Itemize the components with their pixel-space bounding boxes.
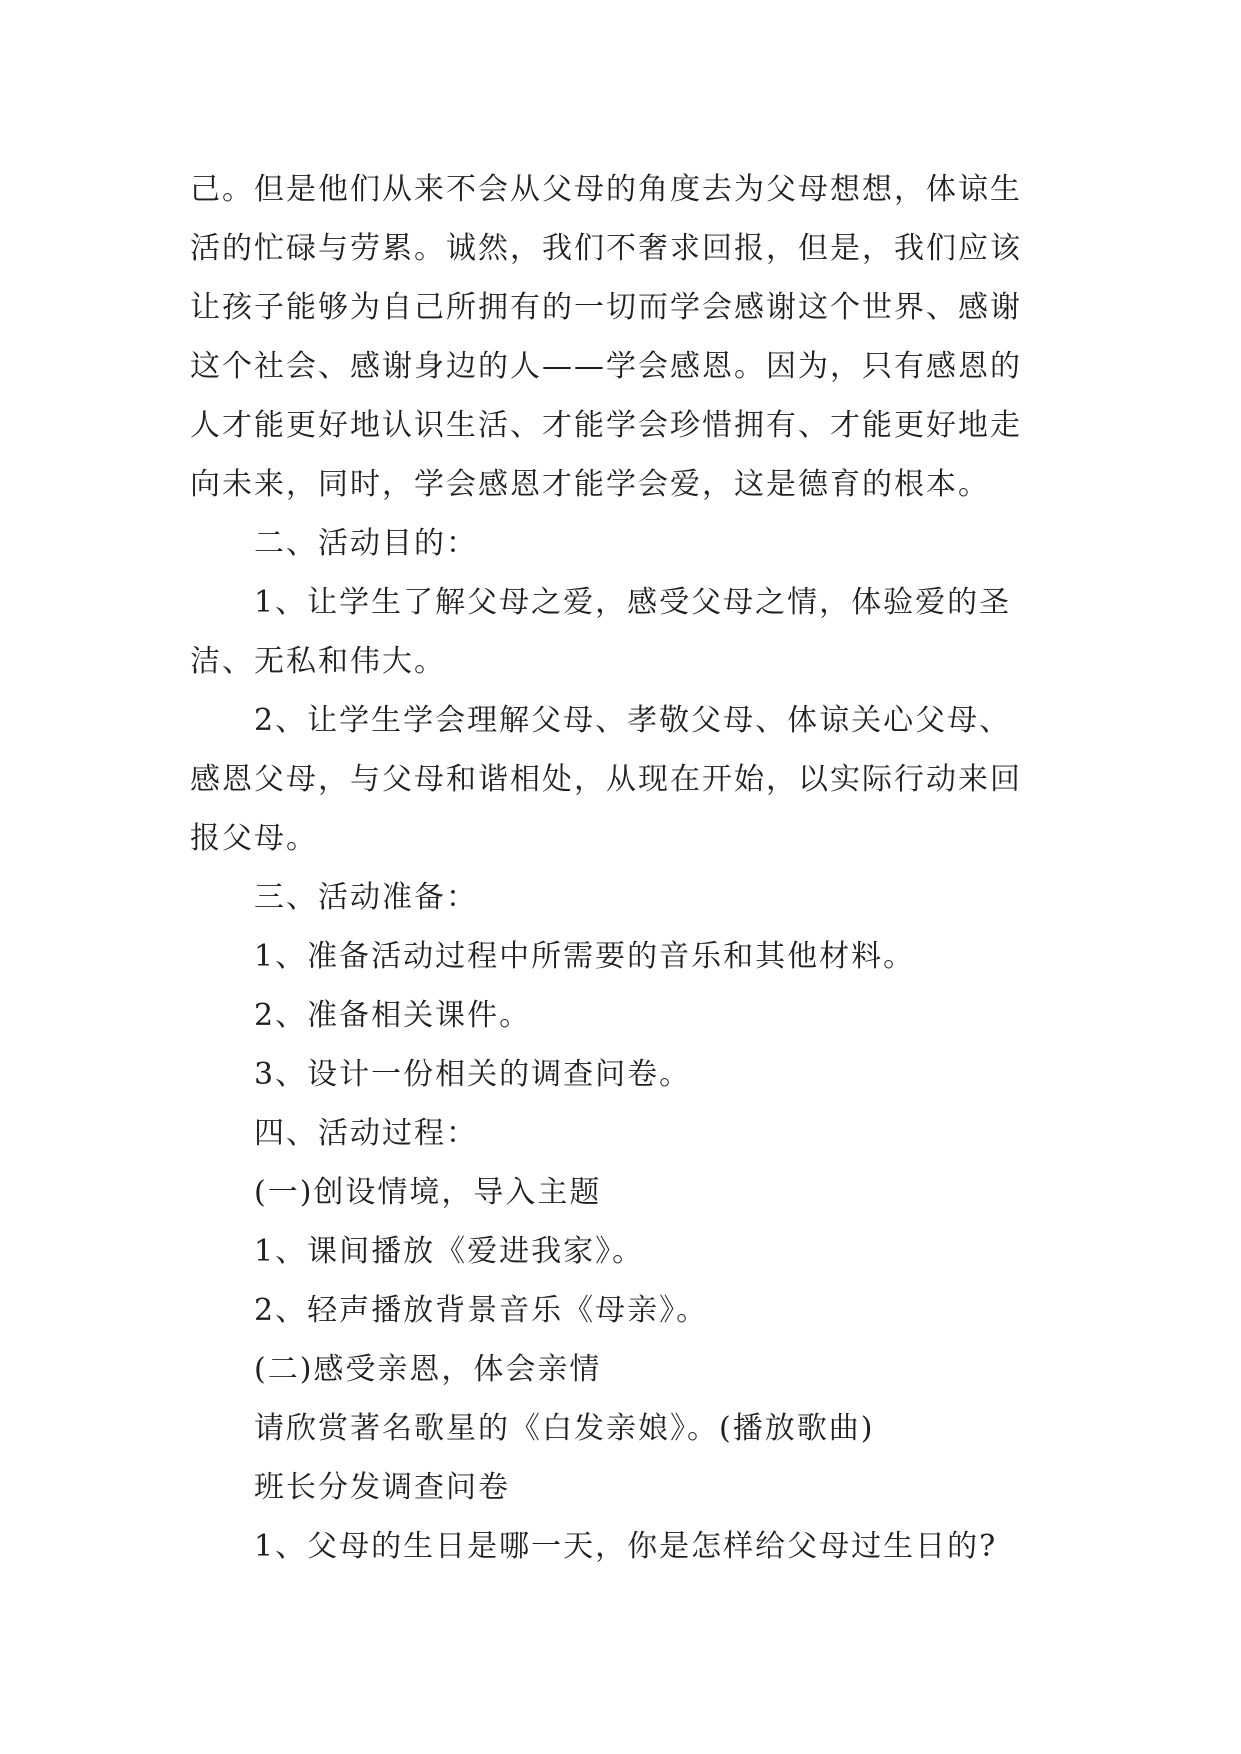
text-line: 感恩父母，与父母和谐相处，从现在开始，以实际行动来回	[190, 762, 1022, 797]
step-line: 1、父母的生日是哪一天，你是怎样给父母过生日的?	[254, 1529, 998, 1564]
step-line: 请欣赏著名歌星的《白发亲娘》。(播放歌曲)	[254, 1411, 875, 1446]
step-heading-1: (一)创设情境，导入主题	[254, 1175, 602, 1210]
intro-paragraph	[190, 160, 1055, 514]
text-line: 向未来，同时，学会感恩才能学会爱，这是德育的根本。	[190, 467, 990, 502]
prep-item: 3、设计一份相关的调查问卷。	[254, 1057, 692, 1092]
text-line: 2、让学生学会理解父母、孝敬父母、体谅关心父母、	[254, 703, 1012, 738]
goal-item-2	[190, 691, 1055, 868]
text-line: 己。但是他们从来不会从父母的角度去为父母想想，体谅生	[190, 172, 1022, 207]
text-line: 1、让学生了解父母之爱，感受父母之情，体验爱的圣	[254, 585, 1012, 620]
text-line: 报父母。	[190, 821, 318, 856]
step-heading-2: (二)感受亲恩，体会亲情	[254, 1352, 602, 1387]
prep-item: 1、准备活动过程中所需要的音乐和其他材料。	[254, 939, 916, 974]
text-line: 活的忙碌与劳累。诚然，我们不奢求回报，但是，我们应该	[190, 231, 1022, 266]
document-body	[190, 160, 1055, 1576]
text-line: 这个社会、感谢身边的人——学会感恩。因为，只有感恩的	[190, 349, 1022, 384]
step-item: 2、轻声播放背景音乐《母亲》。	[254, 1293, 709, 1328]
section-heading-process: 四、活动过程：	[254, 1116, 478, 1151]
text-line: 人才能更好地认识生活、才能学会珍惜拥有、才能更好地走	[190, 408, 1022, 443]
section-heading-preparation: 三、活动准备：	[254, 880, 478, 915]
prep-item: 2、准备相关课件。	[254, 998, 532, 1033]
goal-item-1	[190, 573, 1055, 691]
step-line: 班长分发调查问卷	[254, 1470, 510, 1505]
section-heading-goals: 二、活动目的：	[254, 526, 478, 561]
step-item: 1、课间播放《爱进我家》。	[254, 1234, 645, 1269]
text-line: 让孩子能够为自己所拥有的一切而学会感谢这个世界、感谢	[190, 290, 1022, 325]
text-line: 洁、无私和伟大。	[190, 644, 446, 679]
